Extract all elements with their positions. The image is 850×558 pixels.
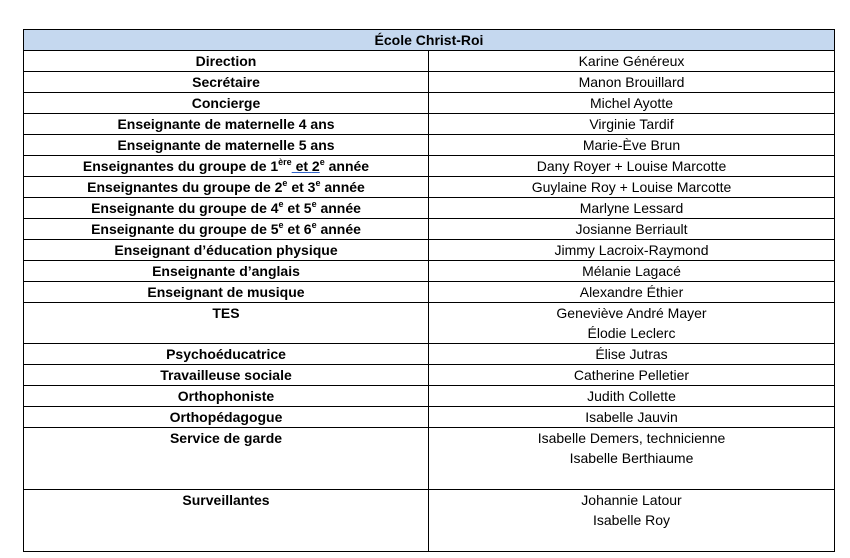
role-text: Enseignantes du groupe de 2: [87, 179, 283, 195]
name-line: Isabelle Demers, technicienne: [537, 430, 726, 446]
table-row: [24, 51, 835, 72]
table-row: [24, 386, 835, 407]
table-row: [24, 407, 835, 428]
role-cell: [24, 156, 429, 177]
table-row: [24, 219, 835, 240]
name-cell: Mélanie Lagacé: [429, 261, 835, 282]
name-cell: Guylaine Roy + Louise Marcotte: [429, 177, 835, 198]
role-cell: Enseignante d’anglais: [24, 261, 429, 282]
role-text-underlined: et: [291, 158, 312, 174]
role-cell: Enseignant de musique: [24, 282, 429, 303]
name-cell: Élise Jutras: [429, 344, 835, 365]
role-cell: Secrétaire: [24, 72, 429, 93]
name-cell: Isabelle Jauvin: [429, 407, 835, 428]
ordinal-suffix: e: [282, 178, 288, 188]
table-row: [24, 114, 835, 135]
role-cell: Orthopédagogue: [24, 407, 429, 428]
ordinal-suffix: e: [311, 199, 317, 209]
name-cell: Alexandre Éthier: [429, 282, 835, 303]
table-row: [24, 156, 835, 177]
role-cell: TES: [24, 303, 429, 344]
role-cell: Enseignante de maternelle 5 ans: [24, 135, 429, 156]
table-row: [24, 177, 835, 198]
table-row: [24, 93, 835, 114]
table-row: [24, 490, 835, 552]
role-cell: Orthophoniste: [24, 386, 429, 407]
name-cell: Jimmy Lacroix-Raymond: [429, 240, 835, 261]
name-cell: Karine Généreux: [429, 51, 835, 72]
name-cell: Marlyne Lessard: [429, 198, 835, 219]
name-cell: [429, 303, 835, 344]
role-text: et 5: [283, 200, 312, 216]
role-cell: Travailleuse sociale: [24, 365, 429, 386]
role-text: année: [316, 221, 361, 237]
ordinal-suffix: e: [278, 220, 284, 230]
role-cell: Enseignant d’éducation physique: [24, 240, 429, 261]
role-text-underlined: 2: [311, 158, 320, 174]
role-text: année: [320, 179, 365, 195]
role-cell: [24, 177, 429, 198]
ordinal-suffix: e: [278, 199, 284, 209]
ordinal-suffix: ère: [278, 157, 292, 167]
role-cell: Enseignante de maternelle 4 ans: [24, 114, 429, 135]
table-row: [24, 365, 835, 386]
table-row: [24, 303, 835, 344]
ordinal-suffix: e: [315, 178, 321, 188]
role-text: année: [324, 158, 370, 174]
role-text: Enseignante du groupe de 4: [91, 200, 279, 216]
table-row: [24, 198, 835, 219]
table-header-row: [24, 30, 835, 51]
role-text: et 3: [287, 179, 316, 195]
name-line: Élodie Leclerc: [587, 325, 676, 341]
role-cell: [24, 219, 429, 240]
name-cell: [429, 490, 835, 552]
name-line: Johannie Latour: [581, 492, 682, 508]
role-text: et 6: [283, 221, 312, 237]
role-cell: Surveillantes: [24, 490, 429, 552]
table-row: [24, 240, 835, 261]
table-row: [24, 428, 835, 490]
name-cell: Manon Brouillard: [429, 72, 835, 93]
name-line: Geneviève André Mayer: [556, 305, 707, 321]
table-row: [24, 282, 835, 303]
role-cell: [24, 198, 429, 219]
staff-table: [23, 29, 835, 552]
table-row: [24, 344, 835, 365]
name-cell: Michel Ayotte: [429, 93, 835, 114]
name-cell: Dany Royer + Louise Marcotte: [429, 156, 835, 177]
table-row: [24, 261, 835, 282]
name-cell: Virginie Tardif: [429, 114, 835, 135]
name-line: Isabelle Berthiaume: [569, 450, 694, 466]
role-cell: Psychoéducatrice: [24, 344, 429, 365]
role-text: année: [316, 200, 361, 216]
name-line: Isabelle Roy: [592, 512, 671, 528]
role-cell: Concierge: [24, 93, 429, 114]
table-row: [24, 135, 835, 156]
role-cell: Direction: [24, 51, 429, 72]
name-cell: Catherine Pelletier: [429, 365, 835, 386]
ordinal-suffix: e: [311, 220, 317, 230]
role-cell: Service de garde: [24, 428, 429, 490]
role-text: Enseignante du groupe de 5: [91, 221, 279, 237]
name-cell: Josianne Berriault: [429, 219, 835, 240]
school-title: École Christ-Roi: [24, 30, 835, 51]
table-row: [24, 72, 835, 93]
role-text: Enseignantes du groupe de 1: [82, 158, 279, 174]
name-cell: Judith Collette: [429, 386, 835, 407]
ordinal-suffix: e: [319, 157, 325, 167]
name-cell: [429, 428, 835, 490]
name-cell: Marie-Ève Brun: [429, 135, 835, 156]
